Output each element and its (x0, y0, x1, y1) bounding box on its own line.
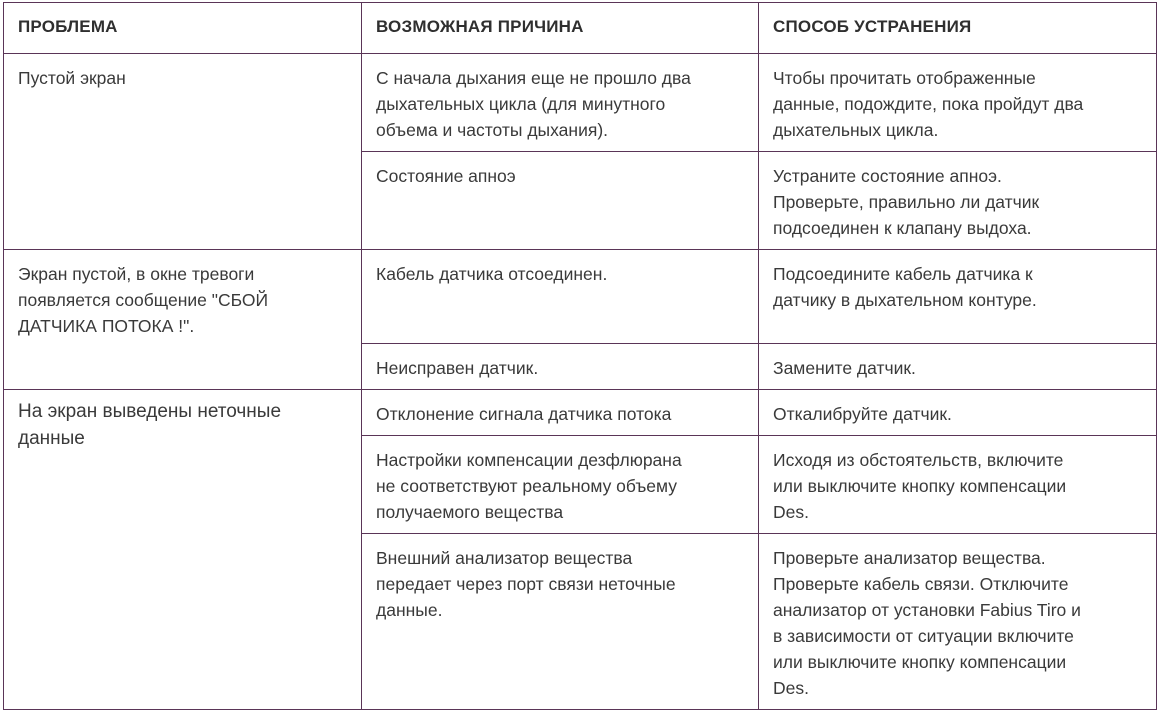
troubleshooting-table (3, 2, 1157, 710)
cause-cell: С начала дыхания еще не прошло два дыхательных цикла (для минутного объема и частоты дыхания). (362, 54, 759, 152)
cause-cell: Внешний анализатор вещества передает через порт связи неточные данные. (362, 534, 759, 710)
solution-cell: Откалибруйте датчик. (759, 390, 1157, 436)
cause-cell: Состояние апноэ (362, 152, 759, 250)
header-problem: ПРОБЛЕМА (4, 3, 362, 54)
solution-cell: Подсоедините кабель датчика к датчику в дыхательном контуре. (759, 250, 1157, 344)
solution-cell: Чтобы прочитать отображенные данные, подождите, пока пройдут два дыхательных цикла. (759, 54, 1157, 152)
cause-cell: Кабель датчика отсоединен. (362, 250, 759, 344)
cause-cell: Отклонение сигнала датчика потока (362, 390, 759, 436)
cause-cell: Настройки компенсации дезфлюрана не соответствуют реальному объему получаемого вещества (362, 436, 759, 534)
table-row (4, 390, 1157, 436)
table-header-row (4, 3, 1157, 54)
solution-cell: Исходя из обстоятельств, включите или выключите кнопку компенсации Des. (759, 436, 1157, 534)
solution-cell: Устраните состояние апноэ. Проверьте, правильно ли датчик подсоединен к клапану выдоха. (759, 152, 1157, 250)
problem-cell: На экран выведены неточные данные (4, 390, 362, 710)
problem-cell: Экран пустой, в окне тревоги появляется сообщение "СБОЙ ДАТЧИКА ПОТОКА !". (4, 250, 362, 390)
solution-cell: Проверьте анализатор вещества. Проверьте кабель связи. Отключите анализатор от установки Fabius Tiro и в зависимости от ситуации включите или выключите кнопку компенсации Des. (759, 534, 1157, 710)
cause-cell: Неисправен датчик. (362, 344, 759, 390)
header-solution: СПОСОБ УСТРАНЕНИЯ (759, 3, 1157, 54)
problem-cell: Пустой экран (4, 54, 362, 250)
table-row (4, 250, 1157, 344)
header-cause: ВОЗМОЖНАЯ ПРИЧИНА (362, 3, 759, 54)
table-row (4, 54, 1157, 152)
solution-cell: Замените датчик. (759, 344, 1157, 390)
